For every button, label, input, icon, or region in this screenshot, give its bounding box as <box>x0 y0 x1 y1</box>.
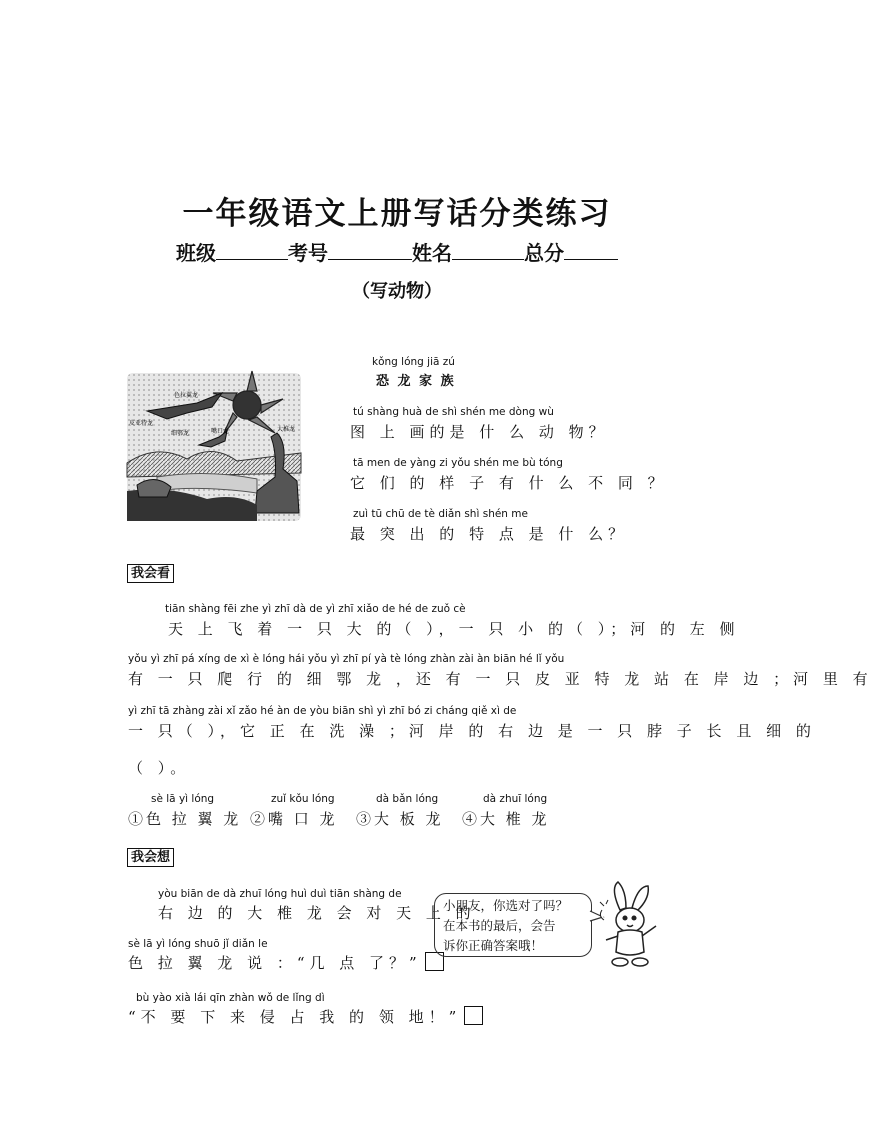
s1-line2-pinyin: yǒu yì zhī pá xíng de xì è lóng hái yǒu yì zhī pí yà tè lóng zhàn zài àn biān hé lǐ yǒu <box>128 653 565 665</box>
option-3-pinyin: dà bǎn lóng <box>376 793 439 805</box>
name-label: 姓名 <box>412 241 452 265</box>
label-dazhuilong: 大椎龙 <box>277 426 296 433</box>
student-info-line <box>0 237 794 266</box>
exam-no-label: 考号 <box>288 241 328 265</box>
s1-line1: 天 上 飞 着 一 只 大 的（ ），一 只 小 的（ ）；河 的 左 侧 <box>168 620 740 638</box>
label-selayilong: 色拉翼龙 <box>174 392 199 399</box>
bubble-line-1: 小朋友，你选对了吗？ <box>443 898 569 913</box>
question-2-pinyin: tā men de yàng zi yǒu shén me bù tóng <box>353 457 563 469</box>
option-3: ③大 板 龙 <box>356 810 444 828</box>
option-1-pinyin: sè lā yì lóng <box>151 793 215 805</box>
section-label-think: 我会想 <box>127 848 174 867</box>
question-1-pinyin: tú shàng huà de shì shén me dòng wù <box>353 406 554 418</box>
question-3: 最 突 出 的 特 点 是 什 么？ <box>350 525 629 543</box>
s1-line2: 有 一 只 爬 行 的 细 鄂 龙 ，还 有 一 只 皮 亚 特 龙 站 在 岸 边 ；河 里 有 <box>128 670 873 688</box>
hint-bubble <box>434 893 592 957</box>
option-2-pinyin: zuǐ kǒu lóng <box>271 793 335 805</box>
option-1: ①色 拉 翼 龙 <box>128 810 242 828</box>
class-blank[interactable] <box>216 241 288 260</box>
exam-no-blank[interactable] <box>328 241 412 260</box>
question-3-pinyin: zuì tū chū de tè diǎn shì shén me <box>353 508 528 520</box>
s2-line2 <box>128 952 444 973</box>
s2-line1-pinyin: yòu biān de dà zhuī lóng huì duì tiān shàng de <box>158 888 402 900</box>
s2-line3-pinyin: bù yào xià lái qīn zhàn wǒ de lǐng dì <box>136 992 325 1004</box>
total-label: 总分 <box>524 241 564 265</box>
s1-line1-pinyin: tiān shàng fēi zhe yì zhī dà de yì zhī xiǎo de hé de zuǒ cè <box>165 603 466 615</box>
bubble-line-2: 在本书的最后，会告 <box>443 918 556 933</box>
intro-title-pinyin: kǒng lóng jiā zú <box>372 356 455 368</box>
s2-line3 <box>128 1006 483 1027</box>
dinosaur-illustration <box>127 373 301 521</box>
s2-line2-text: 色 拉 翼 龙 说 ：“几 点 了？” <box>128 954 422 972</box>
class-label: 班级 <box>176 241 216 265</box>
s2-line2-pinyin: sè lā yì lóng shuō jǐ diǎn le <box>128 938 268 950</box>
label-piyatelong: 皮亚特龙 <box>129 420 154 427</box>
page-title: 一年级语文上册写话分类练习 <box>182 196 612 232</box>
answer-checkbox-2[interactable] <box>464 1006 483 1025</box>
section-label-look: 我会看 <box>127 564 174 583</box>
question-2: 它 们 的 样 子 有 什 么 不 同 ？ <box>350 474 668 492</box>
name-blank[interactable] <box>452 241 524 260</box>
rabbit-icon <box>598 880 662 976</box>
label-xielong: 细鄂龙 <box>171 430 190 437</box>
total-blank[interactable] <box>564 241 618 260</box>
option-4: ④大 椎 龙 <box>462 810 550 828</box>
question-1: 图 上 画的是 什 么 动 物？ <box>350 423 609 441</box>
label-zuikoulong: 嘴口龙 <box>211 428 230 435</box>
s1-line3: 一 只（ ），它 正 在 洗 澡 ；河 岸 的 右 边 是 一 只 脖 子 长 且 细 的 <box>128 722 816 740</box>
intro-title: 恐 龙 家 族 <box>376 374 456 389</box>
page-subtitle: （写动物） <box>352 281 442 302</box>
option-4-pinyin: dà zhuī lóng <box>483 793 548 805</box>
s2-line1: 右 边 的 大 椎 龙 会 对 天 上 的 <box>158 904 476 922</box>
s1-line3-pinyin: yì zhī tā zhàng zài xǐ zǎo hé àn de yòu biān shì yì zhī bó zi cháng qiě xì de <box>128 705 517 717</box>
s1-line4: （ ）。 <box>128 759 191 777</box>
option-2: ②嘴 口 龙 <box>250 810 338 828</box>
bubble-line-3: 诉你正确答案哦！ <box>443 938 544 953</box>
s2-line3-text: “不 要 下 来 侵 占 我 的 领 地！” <box>128 1008 462 1026</box>
